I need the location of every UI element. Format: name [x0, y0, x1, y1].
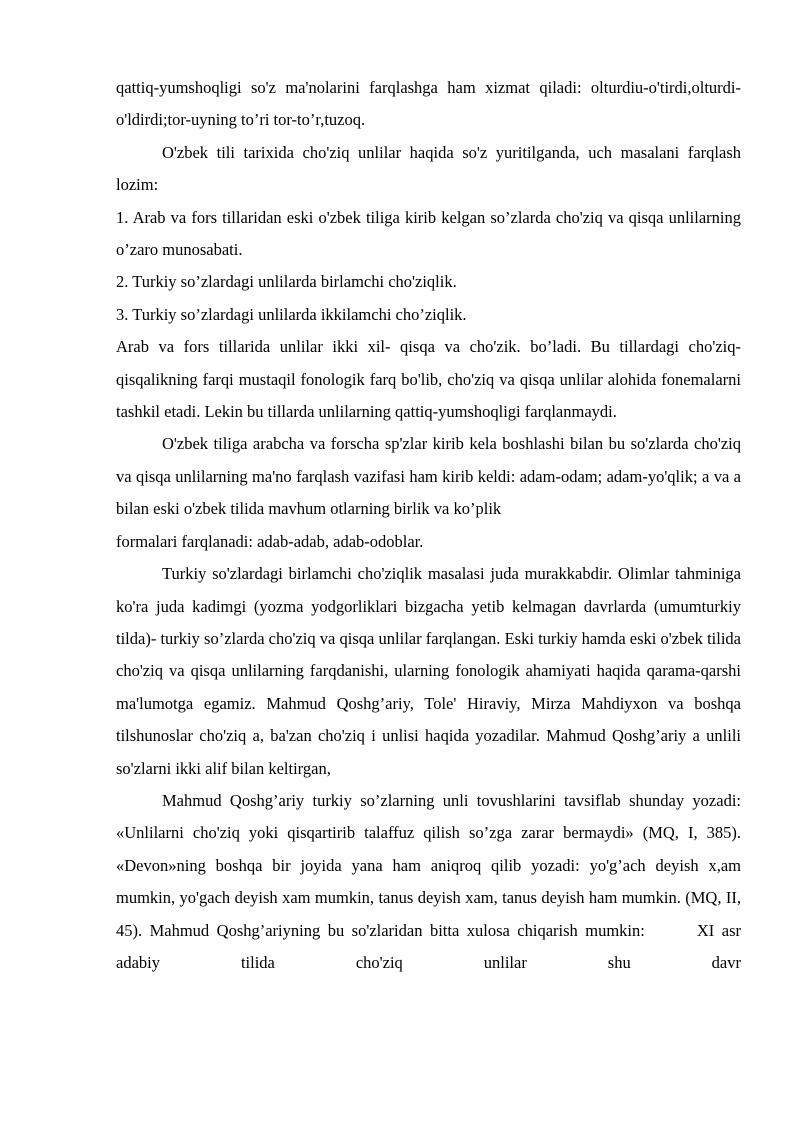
document-page	[116, 72, 741, 979]
paragraph-primary-length: Turkiy so'zlardagi birlamchi cho'ziqlik masalasi juda murakkabdir. Olimlar tahminiga ko'ra juda kadimgi (yozma yodgorliklari bizgacha yetib kelmagan davrlarda (umumturkiy tilda)- turkiy so’zlarda cho'ziq va qisqa unlilar farqlangan. Eski turkiy hamda eski o'zbek tilida cho'ziq va qisqa unlilarning farqdanishi, ularning fonologik ahamiyati haqida qarama-qarshi ma'lumotga egamiz. Mahmud Qoshg’ariy, Tole' Hiraviy, Mirza Mahdiyxon va boshqa tilshunoslar cho'ziq a, ba'zan cho'ziq i unlisi haqida yozadilar. Mahmud Qoshg’ariy a unlili so'zlarni ikki alif bilan keltirgan,	[116, 564, 741, 778]
paragraph-arab-fors: Arab va fors tillarida unlilar ikki xil- qisqa va cho'zik. bo’ladi. Bu tillardagi cho'ziq-qisqalikning farqi mustaqil fonologik farq bo'lib, cho'ziq va qisqa unlilar alohida fonemalarni tashkil etadi. Lekin bu tillarda unlilarning qattiq-yumshoqligi farqlanmaydi.	[116, 337, 741, 422]
paragraph-qoshgariy-text: Mahmud Qoshg’ariy turkiy so’zlarning unli tovushlarini tavsiflab shunday yozadi: «Unlilarni cho'ziq yoki qisqartirib talaffuz qilish so’zga zarar bermaydi» (MQ, I, 385). «Devon»ning boshqa bir joyida yana ham aniqroq qilib yozadi: yo'g’ach deyish x,am mumkin, yo'gach deyish xam mumkin, tanus deyish xam, tanus deyish ham mumkin. (MQ, II, 45). Mahmud Qoshg’ariyning bu so'zlaridan bitta xulosa chiqarish mumkin:	[116, 790, 741, 940]
paragraph-long-vowels-intro: O'zbek tili tarixida cho'ziq unlilar haqida so'z yuritilganda, uch masalani farqlash lozim:	[116, 142, 741, 195]
paragraph-borrowings: O'zbek tiliga arabcha va forscha sp'zlar kirib kela boshlashi bilan bu so'zlarda cho'ziq va qisqa unlilarning ma'no farqlash vazifasi ham kirib keldi: adam-odam; adam-yo'qlik; a va a bilan eski o'zbek tilida mavhum otlarning birlik va ko’plik	[116, 434, 741, 519]
paragraph-qoshgariy	[116, 785, 741, 979]
paragraph-borrowings-end: formalari farqlanadi: adab-adab, adab-odoblar.	[116, 531, 424, 551]
list-item-3: 3. Turkiy so’zlardagi unlilarda ikkilamchi cho’ziqlik.	[116, 304, 467, 324]
paragraph-continuation: qattiq-yumshoqligi so'z ma'nolarini farqlashga ham xizmat qiladi: olturdiu-o'tirdi,olturdi-o'ldirdi;tor-uyning to’ri tor-to’r,tuzoq.	[116, 78, 741, 130]
paragraph-qoshgariy-tail: XI asr adabiy tilida cho'ziq unlilar shu davr	[116, 920, 741, 972]
list-item-1: 1. Arab va fors tillaridan eski o'zbek tiliga kirib kelgan so’zlarda cho'ziq va qisqa unlilarning o’zaro munosabati.	[116, 207, 741, 260]
list-item-2: 2. Turkiy so’zlardagi unlilarda birlamchi cho'ziqlik.	[116, 272, 457, 292]
